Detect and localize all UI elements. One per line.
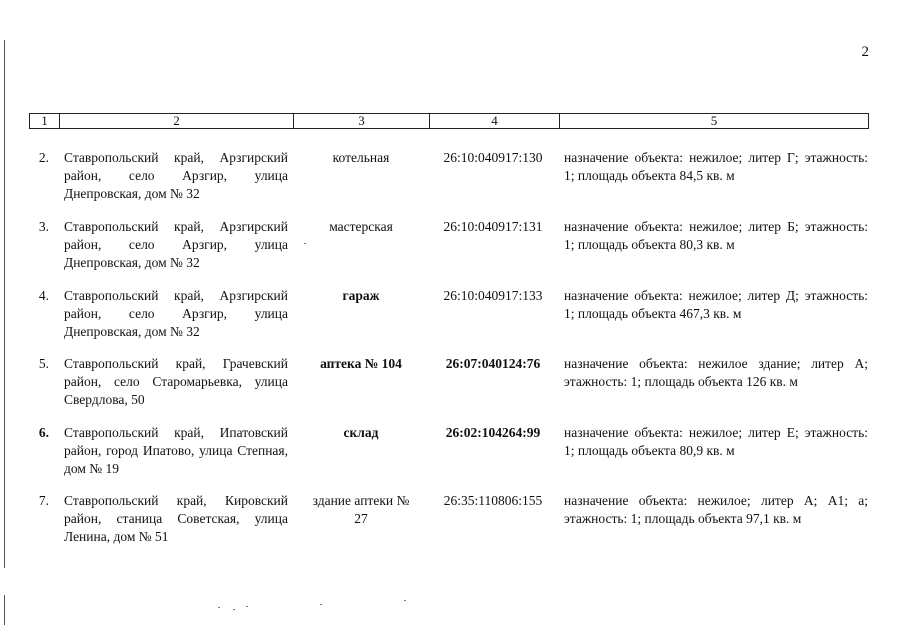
row-address: Ставропольский край, Ипатовский район, город Ипатово, улица Степная, дом № 19 [64, 425, 288, 476]
row-cadastral-number: 26:10:040917:133 [443, 288, 543, 303]
row-description: назначение объекта: нежилое; литер А; А1; а; этажность: 1; площадь объекта 97,1 кв. м [564, 493, 868, 526]
row-object-name: гараж [342, 288, 380, 303]
row-number: 6. [38, 425, 49, 440]
row-address: Ставропольский край, Грачевский район, село Старомарьевка, улица Свердлова, 50 [64, 356, 288, 407]
scan-speck [404, 600, 406, 601]
row-address: Ставропольский край, Арзгирский район, село Арзгир, улица Днепровская, дом № 32 [64, 150, 288, 201]
row-object-name: склад [343, 425, 379, 440]
row-description: назначение объекта: нежилое; литер Д; этажность: 1; площадь объекта 467,3 кв. м [564, 288, 868, 321]
scan-speck [218, 607, 220, 608]
row-cadastral-number: 26:07:040124:76 [445, 356, 541, 371]
row-object-name: котельная [332, 150, 390, 165]
table-row [29, 492, 869, 552]
table-row [29, 149, 869, 209]
header-col-4: 4 [430, 114, 560, 128]
row-number: 5. [38, 356, 49, 371]
row-object-name: аптека № 104 [320, 356, 402, 371]
header-col-1: 1 [30, 114, 60, 128]
table-row [29, 287, 869, 347]
header-col-3: 3 [294, 114, 430, 128]
row-address: Ставропольский край, Арзгирский район, село Арзгир, улица Днепровская, дом № 32 [64, 288, 288, 339]
row-address: Ставропольский край, Кировский район, станица Советская, улица Ленина, дом № 51 [64, 493, 288, 544]
row-number: 7. [38, 493, 49, 508]
row-cadastral-number: 26:02:104264:99 [445, 425, 541, 440]
left-margin-rule [4, 595, 5, 625]
scan-speck [233, 609, 235, 610]
row-number: 4. [38, 288, 49, 303]
table-header [29, 113, 869, 129]
left-margin-rule [4, 40, 5, 568]
scan-speck [304, 243, 306, 244]
scan-speck [320, 604, 322, 605]
scan-speck [246, 606, 248, 607]
row-description: назначение объекта: нежилое; литер Е; этажность: 1; площадь объекта 80,9 кв. м [564, 425, 868, 458]
row-number: 3. [38, 219, 49, 234]
row-cadastral-number: 26:10:040917:131 [443, 219, 543, 234]
row-object-name: мастерская [329, 219, 393, 234]
row-cadastral-number: 26:10:040917:130 [443, 150, 543, 165]
header-col-2: 2 [60, 114, 294, 128]
row-number: 2. [38, 150, 49, 165]
table-row [29, 355, 869, 415]
row-cadastral-number: 26:35:110806:155 [443, 493, 543, 508]
header-col-5: 5 [710, 113, 718, 128]
row-object-name: здание аптеки № 27 [312, 493, 410, 526]
row-description: назначение объекта: нежилое; литер Г; этажность: 1; площадь объекта 84,5 кв. м [564, 150, 868, 183]
page-number: 2 [861, 44, 869, 60]
table-row [29, 424, 869, 484]
row-description: назначение объекта: нежилое здание; литер А; этажность: 1; площадь объекта 126 кв. м [564, 356, 868, 389]
row-address: Ставропольский край, Арзгирский район, село Арзгир, улица Днепровская, дом № 32 [64, 219, 288, 270]
table-row [29, 218, 869, 278]
row-description: назначение объекта: нежилое; литер Б; этажность: 1; площадь объекта 80,3 кв. м [564, 219, 868, 252]
